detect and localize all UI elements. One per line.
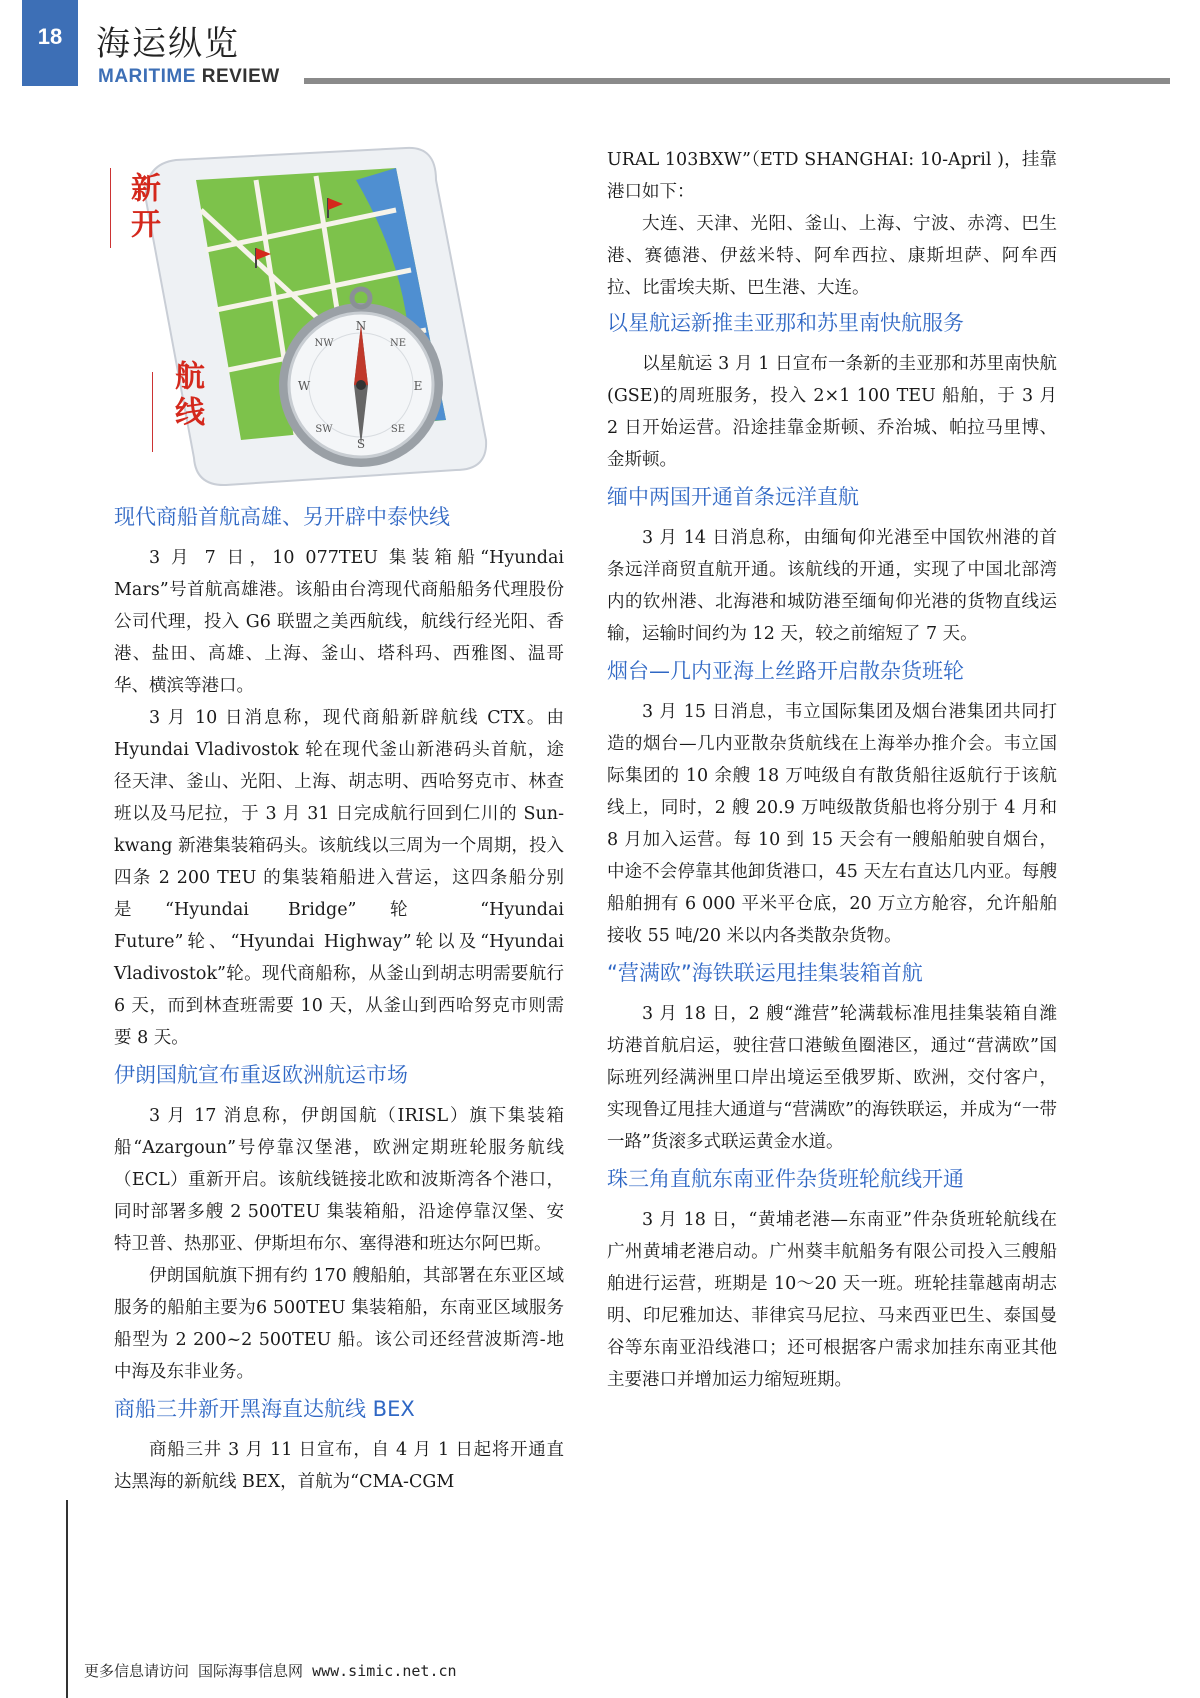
magazine-subtitle — [98, 66, 280, 88]
article-paragraph: 3 月 18 日，“黄埔老港—东南亚”件杂货班轮航线在广州黄埔老港启动。广州葵丰航船务有限公司投入三艘船舶进行运营，班期是 10～20 天一班。班轮挂靠越南胡志明、印尼雅加达、菲律宾马尼拉、马来西亚巴生、泰国曼谷等东南亚沿线港口；还可根据客户需求加挂东南亚其他主要港口并增加运力缩短班期。 — [607, 1210, 1057, 1390]
article-paragraph-continued: URAL 103BXW”（ETD SHANGHAI: 10-April )，挂靠港口如下： — [607, 150, 1057, 202]
svg-text:SE: SE — [390, 424, 406, 435]
article-paragraph: 3 月 7 日，10 077TEU 集装箱船“Hyundai Mars”号首航高雄港。该船由台湾现代商船船务代理股份公司代理，投入 G6 联盟之美西航线，航线行经光阳、香港、盐田、高雄、上海、釜山、塔科玛、西雅图、温哥华、横滨等港口。 — [114, 548, 564, 696]
footer-vertical-rule — [66, 1500, 68, 1698]
page-number: 18 — [22, 0, 78, 86]
footer-website-note[interactable]: 更多信息请访问 国际海事信息网 www.simic.net.cn — [84, 1662, 457, 1680]
article-paragraph: 3 月 18 日，2 艘“潍营”轮满载标准甩挂集装箱自潍坊港首航启运，驶往营口港鲅鱼圈港区，通过“营满欧”国际班列经满洲里口岸出境运至俄罗斯、欧洲，交付客户，实现鲁辽甩挂大通道与“营满欧”的海铁联运，并成为“一带一路”货滚多式联运黄金水道。 — [607, 1004, 1057, 1152]
article-paragraph: 以星航运 3 月 1 日宣布一条新的圭亚那和苏里南快航(GSE)的周班服务，投入 2×1 100 TEU 船舶，于 3 月 2 日开始运营。沿途挂靠金斯顿、乔治城、帕拉马里博、金斯顿。 — [607, 354, 1057, 470]
map-compass-illustration — [106, 140, 546, 500]
article-heading: 烟台—几内亚海上丝路开启散杂货班轮 — [607, 659, 964, 683]
article-paragraph: 3 月 17 消息称，伊朗国航（IRISL）旗下集装箱船“Azargoun”号停靠汉堡港，欧洲定期班轮服务航线（ECL）重新开启。该航线链接北欧和波斯湾各个港口，同时部署多艘 2 500TEU 集装箱船，沿途停靠汉堡、安特卫普、热那亚、伊斯坦布尔、塞得港和班达尔阿巴斯。 — [114, 1106, 564, 1254]
article-heading: 珠三角直航东南亚件杂货班轮航线开通 — [607, 1167, 964, 1191]
magazine-subtitle-part1: MARITIME — [98, 66, 196, 87]
section-label-top-rule — [110, 168, 111, 248]
magazine-subtitle-part2: REVIEW — [201, 66, 280, 87]
article-paragraph: 伊朗国航旗下拥有约 170 艘船舶，其部署在东亚区域服务的船舶主要为6 500TEU 集装箱船，东南亚区域服务船型为 2 200~2 500TEU 船。该公司还经营波斯湾-地中海及东非业务。 — [114, 1266, 564, 1382]
svg-text:W: W — [297, 379, 311, 393]
article-paragraph: 3 月 10 日消息称，现代商船新辟航线 CTX。由 Hyundai Vladivostok 轮在现代釜山新港码头首航，途径天津、釜山、光阳、上海、胡志明、西哈努克市、林查班以及马尼拉，于 3 月 31 日完成航行回到仁川的 Sun-kwang 新港集装箱码头。该航线以三周为一个周期，投入四条 2 200 TEU 的集装箱船进入营运，这四条船分别是“Hyundai Bridge”轮 “Hyundai Future”轮、“Hyundai Highway”轮以及“Hyundai Vladivostok”轮。现代商船称，从釜山到胡志明需要航行 6 天，而到林查班需要 10 天，从釜山到西哈努克市则需要 8 天。 — [114, 708, 564, 1048]
svg-text:NE: NE — [389, 338, 407, 349]
article-paragraph: 3 月 15 日消息，韦立国际集团及烟台港集团共同打造的烟台—几内亚散杂货航线在上海举办推介会。韦立国际集团的 10 余艘 18 万吨级自有散货船往返航行于该航线上，同时，2 艘 20.9 万吨级散货船也将分别于 4 月和 8 月加入运营。每 10 到 15 天会有一艘船舶驶自烟台，中途不会停靠其他卸货港口，45 天左右直达几内亚。每艘船舶拥有 6 000 平米平仓底，20 万立方舱容，允许船舶接收 55 吨/20 米以内各类散杂货物。 — [607, 702, 1057, 946]
section-label-top: 新开 — [125, 172, 160, 244]
header-rule — [304, 78, 1170, 84]
left-column — [114, 500, 564, 1498]
svg-text:NW: NW — [314, 338, 334, 349]
section-label-bottom-rule — [152, 372, 153, 452]
article-heading: 伊朗国航宣布重返欧洲航运市场 — [114, 1063, 408, 1087]
map-illustration-svg — [106, 140, 546, 500]
magazine-title: 海运纵览 — [96, 24, 240, 64]
article-heading: 缅中两国开通首条远洋直航 — [607, 485, 859, 509]
article-heading: “营满欧”海铁联运甩挂集装箱首航 — [607, 961, 923, 985]
article-paragraph: 商船三井 3 月 11 日宣布，自 4 月 1 日起将开通直达黑海的新航线 BEX，首航为“CMA-CGM — [114, 1440, 564, 1492]
right-column — [607, 144, 1057, 1396]
svg-text:SW: SW — [315, 424, 333, 435]
svg-text:S: S — [356, 437, 366, 451]
article-paragraph: 3 月 14 日消息称，由缅甸仰光港至中国钦州港的首条远洋商贸直航开通。该航线的开通，实现了中国北部湾内的钦州港、北海港和城防港至缅甸仰光港的货物直线运输，运输时间约为 12 天，较之前缩短了 7 天。 — [607, 528, 1057, 644]
svg-text:N: N — [355, 319, 367, 333]
article-heading: 商船三井新开黑海直达航线 BEX — [114, 1397, 415, 1421]
article-heading: 以星航运新推圭亚那和苏里南快航服务 — [607, 311, 964, 335]
svg-text:E: E — [413, 379, 423, 393]
article-paragraph: 大连、天津、光阳、釜山、上海、宁波、赤湾、巴生港、赛德港、伊兹米特、阿牟西拉、康斯坦萨、阿牟西拉、比雷埃夫斯、巴生港、大连。 — [607, 214, 1057, 298]
section-label-bottom: 航线 — [169, 360, 204, 432]
article-heading: 现代商船首航高雄、另开辟中泰快线 — [114, 505, 450, 529]
